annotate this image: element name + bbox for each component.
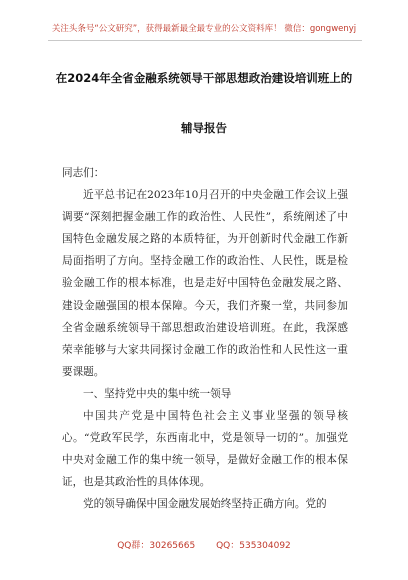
body-paragraph: 近平总书记在2023年10月召开的中央金融工作会议上强调要“深刻把握金融工作的政治性、人民性”，系统阐述了中国特色金融发展之路的本质特征，为开创新时代金融工作新局面指明了方向。坚持金融工作的政治性、人民性，既是检验金融工作的根本标准，也是走好中国特色金融发展之路、建设金融强国的根本保障。今天，我们齐聚一堂，共同参加全省金融系统领导干部思想政治建设培训班。在此，我深感荣幸能够与大家共同探讨金融工作的政治性和人民性这一重要课题。 xyxy=(62,189,348,378)
promo-header: 关注头条号“公文研究”，获得最新最全最专业的公文资料库！ 微信：gongwenyj xyxy=(51,24,357,34)
document-body xyxy=(62,162,348,516)
document-subtitle: 辅导报告 xyxy=(181,121,227,135)
body-paragraph: 党的领导确保中国金融发展始终坚持正确方向。党的 xyxy=(83,498,327,511)
qq-group-number: QQ群：30265665 xyxy=(117,541,196,551)
salutation: 同志们： xyxy=(62,167,105,179)
document-title: 在2024年全省金融系统领导干部思想政治建设培训班上的 xyxy=(55,71,353,85)
qq-number: QQ：535304092 xyxy=(216,541,291,551)
header-divider xyxy=(48,40,362,41)
section-heading: 一、坚持党中央的集中统一领导 xyxy=(83,387,232,400)
contact-footer xyxy=(0,538,408,551)
body-paragraph: 中国共产党是中国特色社会主义事业坚强的领导核心。“党政军民学，东西南北中，党是领导一切的”。加强党中央对金融工作的集中统一领导，是做好金融工作的根本保证，也是其政治性的具体体现。 xyxy=(62,410,348,489)
